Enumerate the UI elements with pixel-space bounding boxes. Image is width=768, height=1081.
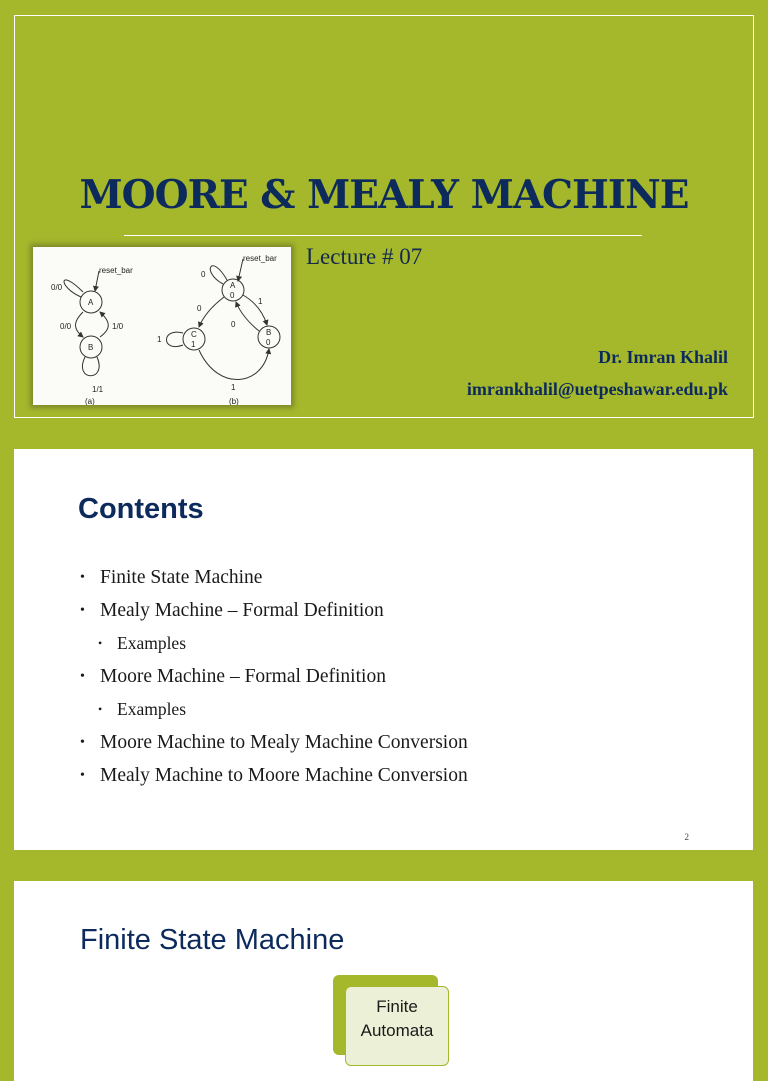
slide-title: MOORE & MEALY MACHINE — [79, 172, 689, 218]
contents-item-text: Moore Machine to Mealy Machine Conversion — [100, 732, 468, 753]
bullet-dot: • — [80, 669, 85, 684]
b-to-a-label-b: 0 — [231, 320, 236, 329]
box-line2: Automata — [360, 1021, 434, 1040]
loop-b-label: 1/1 — [92, 385, 104, 394]
contents-item-text: Examples — [117, 699, 187, 719]
title-slide — [0, 0, 768, 432]
contents-item — [80, 567, 468, 589]
state-b-label: B — [88, 343, 94, 352]
bullet-dot: • — [80, 603, 85, 618]
contents-item — [80, 732, 468, 754]
a-to-b-label: 0/0 — [60, 322, 72, 331]
author-email: imrankhalil@uetpeshawar.edu.pk — [466, 379, 728, 399]
a-to-b-label-b: 1 — [258, 297, 263, 306]
fsm-slide — [0, 866, 768, 1040]
state-a-label-b: A — [230, 281, 236, 290]
contents-item-text: Moore Machine – Formal Definition — [100, 666, 386, 687]
contents-list — [80, 567, 468, 798]
contents-item — [80, 699, 468, 720]
state-c-output: 1 — [191, 340, 196, 349]
state-a-output: 0 — [230, 291, 235, 300]
contents-item — [80, 633, 468, 654]
a-to-c-label: 0 — [197, 304, 202, 313]
state-b-label-b: B — [266, 328, 272, 337]
state-a-label: A — [88, 298, 94, 307]
contents-slide — [0, 432, 768, 866]
author-name: Dr. Imran Khalil — [598, 347, 728, 367]
contents-item-text: Examples — [117, 633, 187, 653]
mealy-diagram — [51, 266, 133, 405]
loop-a-label: 0/0 — [51, 283, 63, 292]
b-to-a-label: 1/0 — [112, 322, 124, 331]
c-to-b-label: 1 — [231, 383, 236, 392]
reset-label-b: reset_bar — [243, 254, 277, 263]
contents-item-text: Mealy Machine – Formal Definition — [100, 600, 384, 621]
title-divider — [124, 235, 642, 236]
state-diagram-image — [33, 247, 291, 405]
box-line1: Finite — [376, 997, 418, 1016]
loop-c-label: 1 — [157, 335, 162, 344]
loop-a-label-b: 0 — [201, 270, 206, 279]
moore-diagram — [157, 254, 280, 405]
fsm-heading: Finite State Machine — [80, 924, 345, 956]
reset-label-a: reset_bar — [99, 266, 133, 275]
contents-item-text: Mealy Machine to Moore Machine Conversion — [100, 765, 468, 786]
caption-a: (a) — [85, 397, 95, 405]
lecture-number: Lecture # 07 — [306, 244, 423, 269]
page-number: 2 — [684, 832, 689, 842]
state-b-output: 0 — [266, 338, 271, 347]
contents-item — [80, 666, 468, 688]
bullet-dot: • — [98, 702, 103, 716]
contents-item — [80, 600, 468, 622]
slide-panel — [14, 449, 753, 850]
caption-b: (b) — [229, 397, 239, 405]
bullet-dot: • — [80, 735, 85, 750]
contents-heading: Contents — [78, 493, 204, 525]
bullet-dot: • — [80, 768, 85, 783]
bullet-dot: • — [98, 636, 103, 650]
slide-panel — [14, 881, 753, 1081]
finite-automata-box — [345, 986, 449, 1066]
contents-item-text: Finite State Machine — [100, 567, 263, 588]
contents-item — [80, 765, 468, 787]
bullet-dot: • — [80, 570, 85, 585]
state-c-label: C — [191, 330, 197, 339]
